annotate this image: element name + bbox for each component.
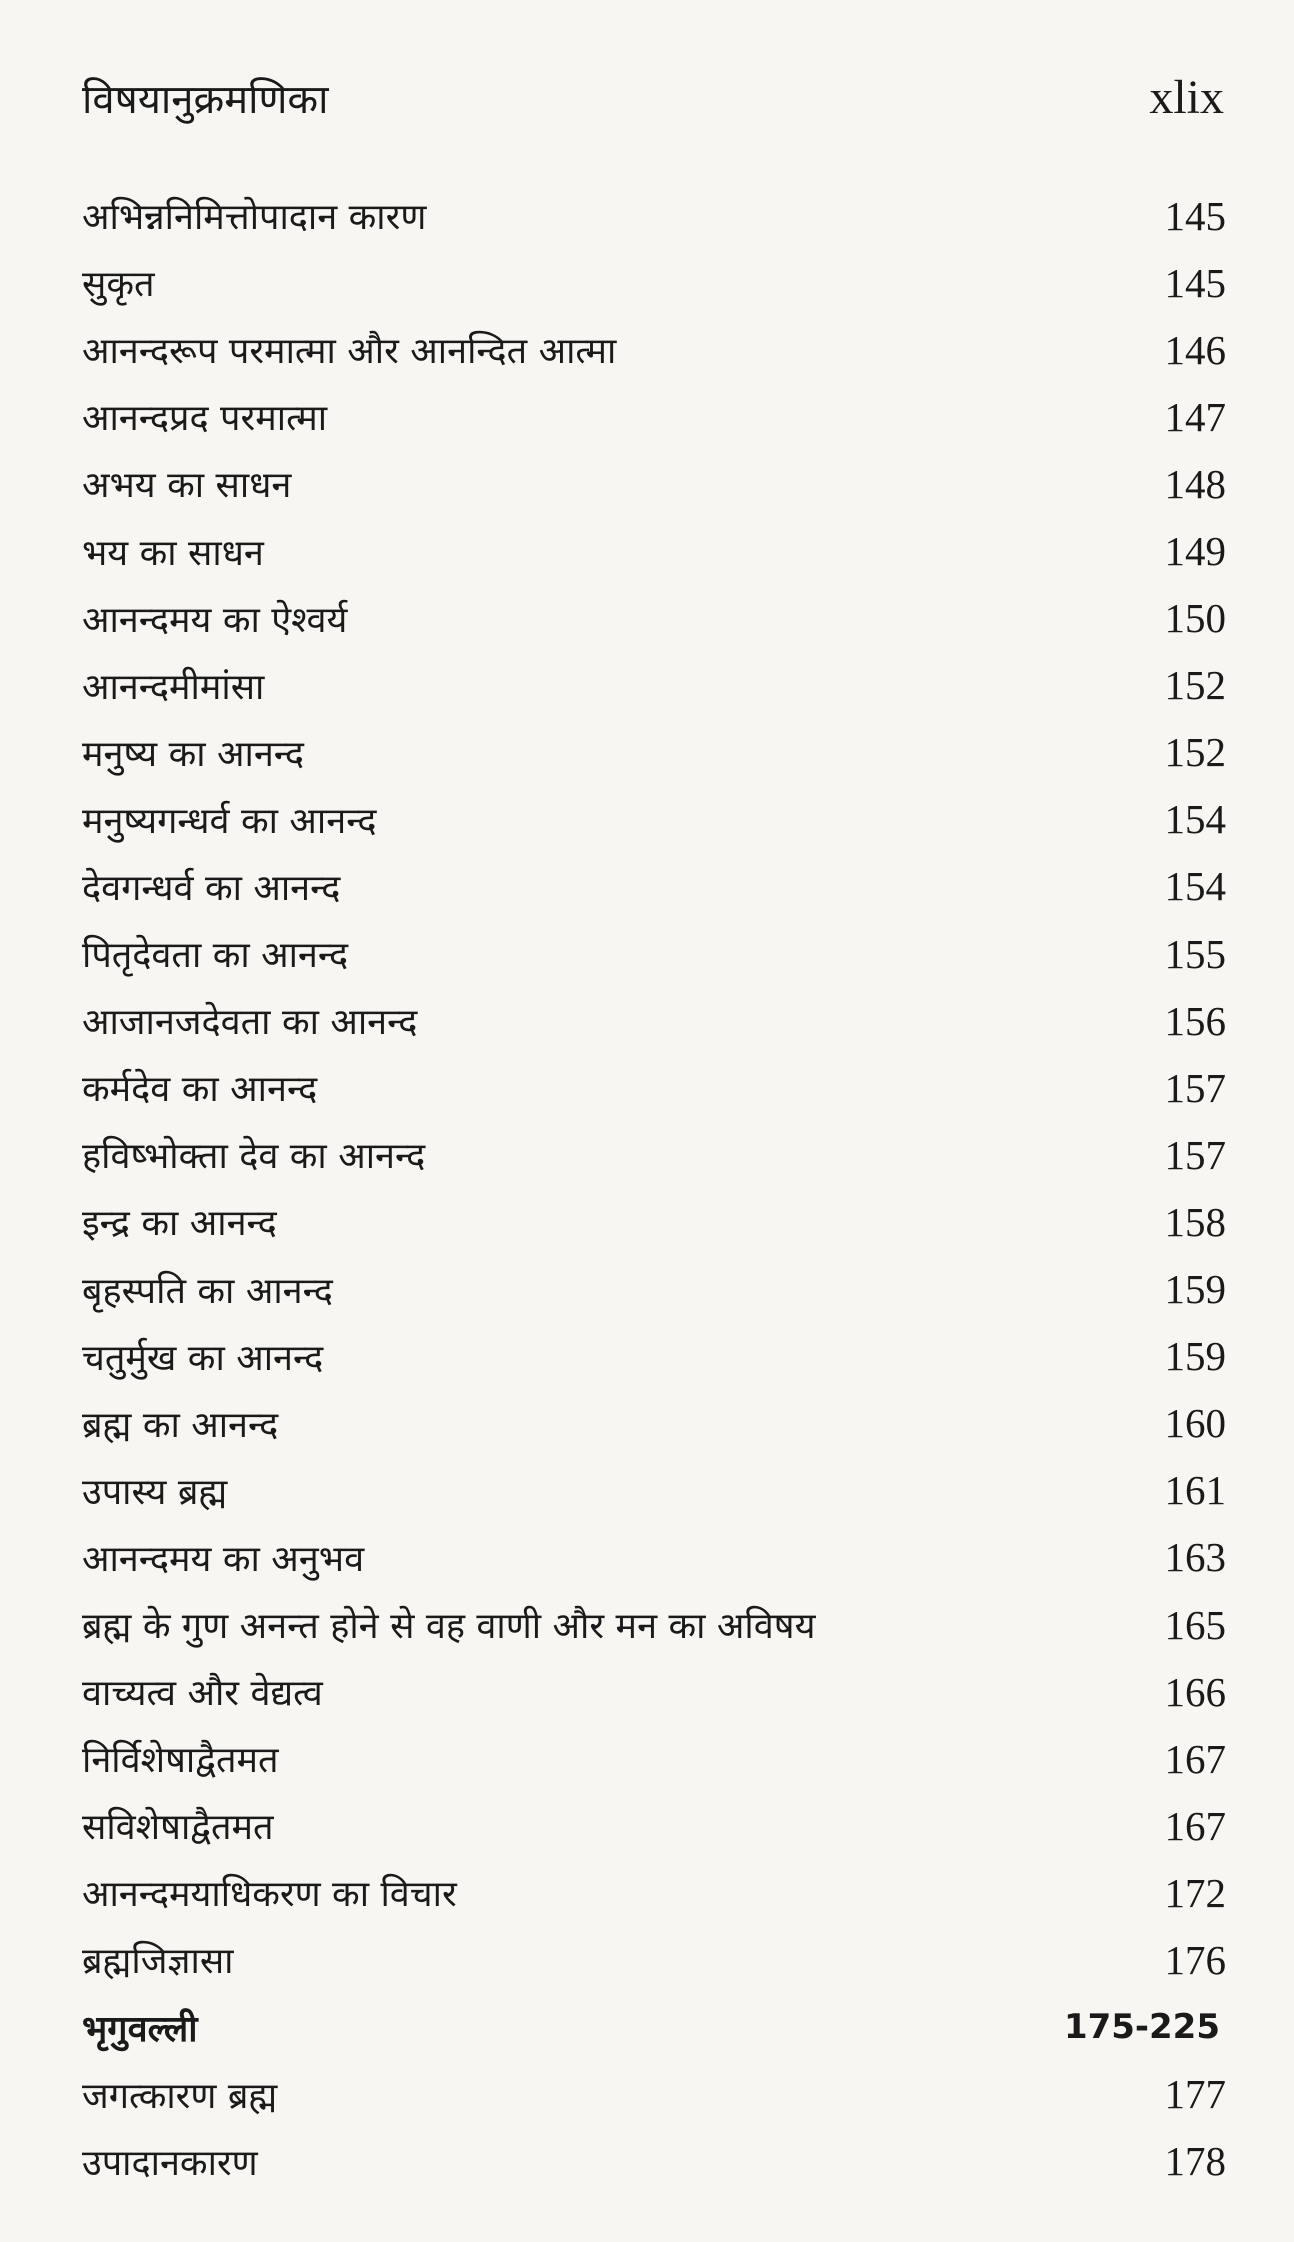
toc-entry-page: 176 [1164, 1936, 1226, 1983]
toc-entry-page: 154 [1164, 863, 1226, 910]
toc-entry [82, 786, 1226, 853]
toc-entry [82, 1859, 1226, 1926]
toc-entry-title: आनन्दमय का अनुभव [82, 1538, 365, 1580]
toc-entry [82, 1054, 1226, 1121]
toc-entry-title: आजानजदेवता का आनन्द [82, 1002, 418, 1044]
toc-entry-title: हविष्भोक्ता देव का आनन्द [82, 1136, 426, 1178]
toc-entry [82, 652, 1226, 719]
toc-entry-page: 145 [1164, 259, 1226, 306]
toc-entry [82, 719, 1226, 786]
toc-entry [82, 853, 1226, 920]
toc-entry-page: 172 [1164, 1869, 1226, 1916]
toc-entry-page: 160 [1164, 1400, 1226, 1447]
toc-entry-title: सविशेषाद्वैतमत [82, 1807, 274, 1849]
toc-entry-page: 146 [1164, 326, 1226, 373]
toc-entry-page: 163 [1164, 1534, 1226, 1581]
toc-entry-title: भय का साधन [82, 532, 264, 574]
toc-entry-title: चतुर्मुख का आनन्द [82, 1337, 324, 1379]
toc-entry-title: ब्रह्म के गुण अनन्त होने से वह वाणी और मन का अविषय [82, 1606, 816, 1648]
toc-entry [82, 1457, 1226, 1524]
page-number: xlix [1149, 70, 1224, 124]
toc-entry-page: 148 [1164, 460, 1226, 507]
toc-entry-page: 152 [1164, 729, 1226, 776]
toc-entry-page: 167 [1164, 1802, 1226, 1849]
toc-entry [82, 1188, 1226, 1255]
toc-entry-title: सुकृत [82, 264, 155, 306]
toc-entry-title: अभिन्ननिमित्तोपादान कारण [82, 197, 427, 239]
toc-entry-page: 154 [1164, 796, 1226, 843]
toc-entry-title: देवगन्धर्व का आनन्द [82, 867, 341, 909]
toc-entry [82, 2128, 1226, 2195]
toc-entry [82, 1591, 1226, 1658]
toc-entry [82, 1725, 1226, 1792]
toc-entry-page: 159 [1164, 1266, 1226, 1313]
table-of-contents [82, 182, 1226, 2195]
toc-entry [82, 1121, 1226, 1188]
toc-entry-page: 147 [1164, 393, 1226, 440]
toc-entry-page: 166 [1164, 1668, 1226, 1715]
toc-entry-title: आनन्दप्रद परमात्मा [82, 398, 328, 440]
toc-entry-title: निर्विशेषाद्वैतमत [82, 1740, 279, 1782]
toc-entry-page: 159 [1164, 1333, 1226, 1380]
toc-entry-page: 175-225 [1063, 2007, 1220, 2048]
toc-entry [82, 1658, 1226, 1725]
toc-entry-page: 150 [1164, 595, 1226, 642]
toc-entry-page: 161 [1164, 1467, 1226, 1514]
toc-entry-page: 152 [1164, 662, 1226, 709]
toc-section-heading [82, 1994, 1226, 2061]
toc-entry-title: कर्मदेव का आनन्द [82, 1069, 318, 1111]
toc-entry-title: वाच्यत्व और वेद्यत्व [82, 1673, 323, 1715]
toc-entry-page: 156 [1164, 997, 1226, 1044]
toc-entry-title: आनन्दमय का ऐश्वर्य [82, 599, 348, 641]
toc-entry [82, 585, 1226, 652]
toc-entry-page: 149 [1164, 528, 1226, 575]
toc-entry-title: मनुष्यगन्धर्व का आनन्द [82, 800, 377, 842]
running-title: विषयानुक्रमणिका [82, 76, 329, 123]
toc-entry-page: 157 [1164, 1064, 1226, 1111]
toc-entry-page: 167 [1164, 1735, 1226, 1782]
toc-entry-title: आनन्दरूप परमात्मा और आनन्दित आत्मा [82, 331, 617, 373]
toc-entry-title: आनन्दमयाधिकरण का विचार [82, 1874, 457, 1916]
toc-entry-page: 178 [1164, 2138, 1226, 2185]
toc-entry [82, 2061, 1226, 2128]
toc-entry [82, 1524, 1226, 1591]
toc-entry-title: ब्रह्मजिज्ञासा [82, 1941, 234, 1983]
toc-entry-title: अभय का साधन [82, 465, 292, 507]
toc-entry-title: बृहस्पति का आनन्द [82, 1270, 333, 1312]
toc-entry [82, 1792, 1226, 1859]
toc-entry-page: 177 [1164, 2071, 1226, 2118]
toc-entry [82, 1926, 1226, 1993]
toc-entry [82, 383, 1226, 450]
toc-entry [82, 450, 1226, 517]
toc-entry-page: 165 [1164, 1601, 1226, 1648]
toc-entry [82, 249, 1226, 316]
toc-entry [82, 1256, 1226, 1323]
toc-entry-page: 155 [1164, 930, 1226, 977]
toc-entry [82, 182, 1226, 249]
toc-entry-title: भृगुवल्ली [82, 2008, 198, 2050]
toc-entry-title: पितृदेवता का आनन्द [82, 935, 349, 977]
toc-entry-title: आनन्दमीमांसा [82, 666, 265, 708]
toc-entry-title: ब्रह्म का आनन्द [82, 1404, 279, 1446]
toc-entry-page: 145 [1164, 192, 1226, 239]
toc-entry-page: 157 [1164, 1131, 1226, 1178]
toc-entry [82, 1390, 1226, 1457]
toc-entry-title: उपादानकारण [82, 2142, 258, 2184]
toc-entry [82, 517, 1226, 584]
toc-entry [82, 920, 1226, 987]
toc-entry [82, 1323, 1226, 1390]
toc-entry-page: 158 [1164, 1198, 1226, 1245]
toc-entry [82, 987, 1226, 1054]
toc-entry [82, 316, 1226, 383]
toc-entry-title: इन्द्र का आनन्द [82, 1203, 277, 1245]
page-header [82, 62, 1224, 132]
toc-entry-title: जगत्कारण ब्रह्म [82, 2075, 278, 2117]
toc-entry-title: मनुष्य का आनन्द [82, 733, 305, 775]
toc-entry-title: उपास्य ब्रह्म [82, 1471, 228, 1513]
